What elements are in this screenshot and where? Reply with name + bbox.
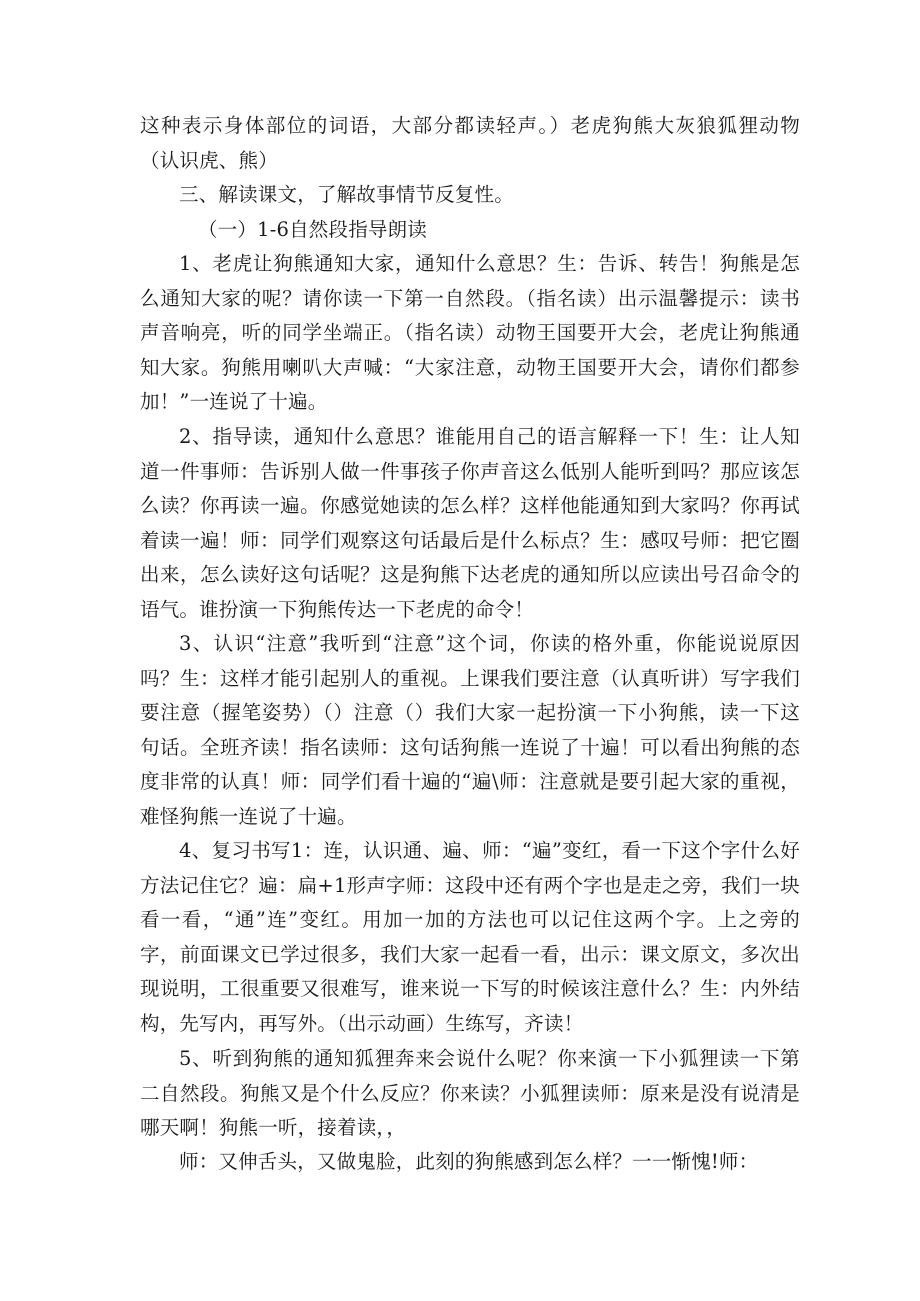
paragraph-item-3: 3、认识“注意”我听到“注意”这个词，你读的格外重，你能说说原因吗？生：这样才能引起别人的重视。上课我们要注意（认真听讲）写字我们要注意（握笔姿势）（）注意（）我们大家一起扮演一下小狗熊，读一下这句话。全班齐读！指名读师：这句话狗熊一连说了十遍！可以看出狗熊的态度非常的认真！师：同学们看十遍的“遍\师：注意就是要引起大家的重视，难怪狗熊一连说了十遍。 xyxy=(140,632,800,828)
paragraph-item-2: 2、指导读，通知什么意思？谁能用自己的语言解释一下！生：让人知道一件事师：告诉别人做一件事孩子你声音这么低别人能听到吗？那应该怎么读？你再读一遍。你感觉她读的怎么样？这样他能通知到大家吗？你再试着读一遍！师：同学们观察这句话最后是什么标点？生：感叹号师：把它圈出来，怎么读好这句话呢？这是狗熊下达老虎的通知所以应读出号召命令的语气。谁扮演一下狗熊传达一下老虎的命令！ xyxy=(140,425,800,621)
paragraph-item-5: 5、听到狗熊的通知狐狸奔来会说什么呢？你来演一下小狐狸读一下第二自然段。狗熊又是个什么反应？你来读？小狐狸读师：原来是没有说清是哪天啊！狗熊一听，接着读，， xyxy=(140,1047,800,1140)
paragraph-item-4: 4、复习书写1：连，认识通、遍、师：“遍”变红，看一下这个字什么好方法记住它？遍：扁+1形声字师：这段中还有两个字也是走之旁，我们一块看一看，“通”连”变红。用加一加的方法也可以记住这两个字。上之旁的字，前面课文已学过很多，我们大家一起看一看，出示：课文原文，多次出现说明，工很重要又很难写，谁来说一下写的时候该注意什么？生：内外结构，先写内，再写外。（出示动画）生练写，齐读！ xyxy=(140,839,800,1035)
paragraph-item-1: 1、老虎让狗熊通知大家，通知什么意思？生：告诉、转告！狗熊是怎么通知大家的呢？请你读一下第一自然段。（指名读）出示温馨提示：读书声音响亮，听的同学坐端正。（指名读）动物王国要开大会，老虎让狗熊通知大家。狗熊用喇叭大声喊：“大家注意，动物王国要开大会，请你们都参加！”一连说了十遍。 xyxy=(140,252,800,414)
paragraph-body-words: 这种表示身体部位的词语，大部分都读轻声。）老虎狗熊大灰狼狐狸动物（认识虎、熊） xyxy=(140,114,800,172)
paragraph-teacher-line: 师：又伸舌头，又做鬼脸，此刻的狗熊感到怎么样？一一惭愧!师： xyxy=(179,1150,759,1173)
section-heading-3: 三、解读课文，了解故事情节反复性。 xyxy=(179,183,514,206)
subsection-heading-1: （一）1-6自然段指导朗读 xyxy=(198,218,428,241)
